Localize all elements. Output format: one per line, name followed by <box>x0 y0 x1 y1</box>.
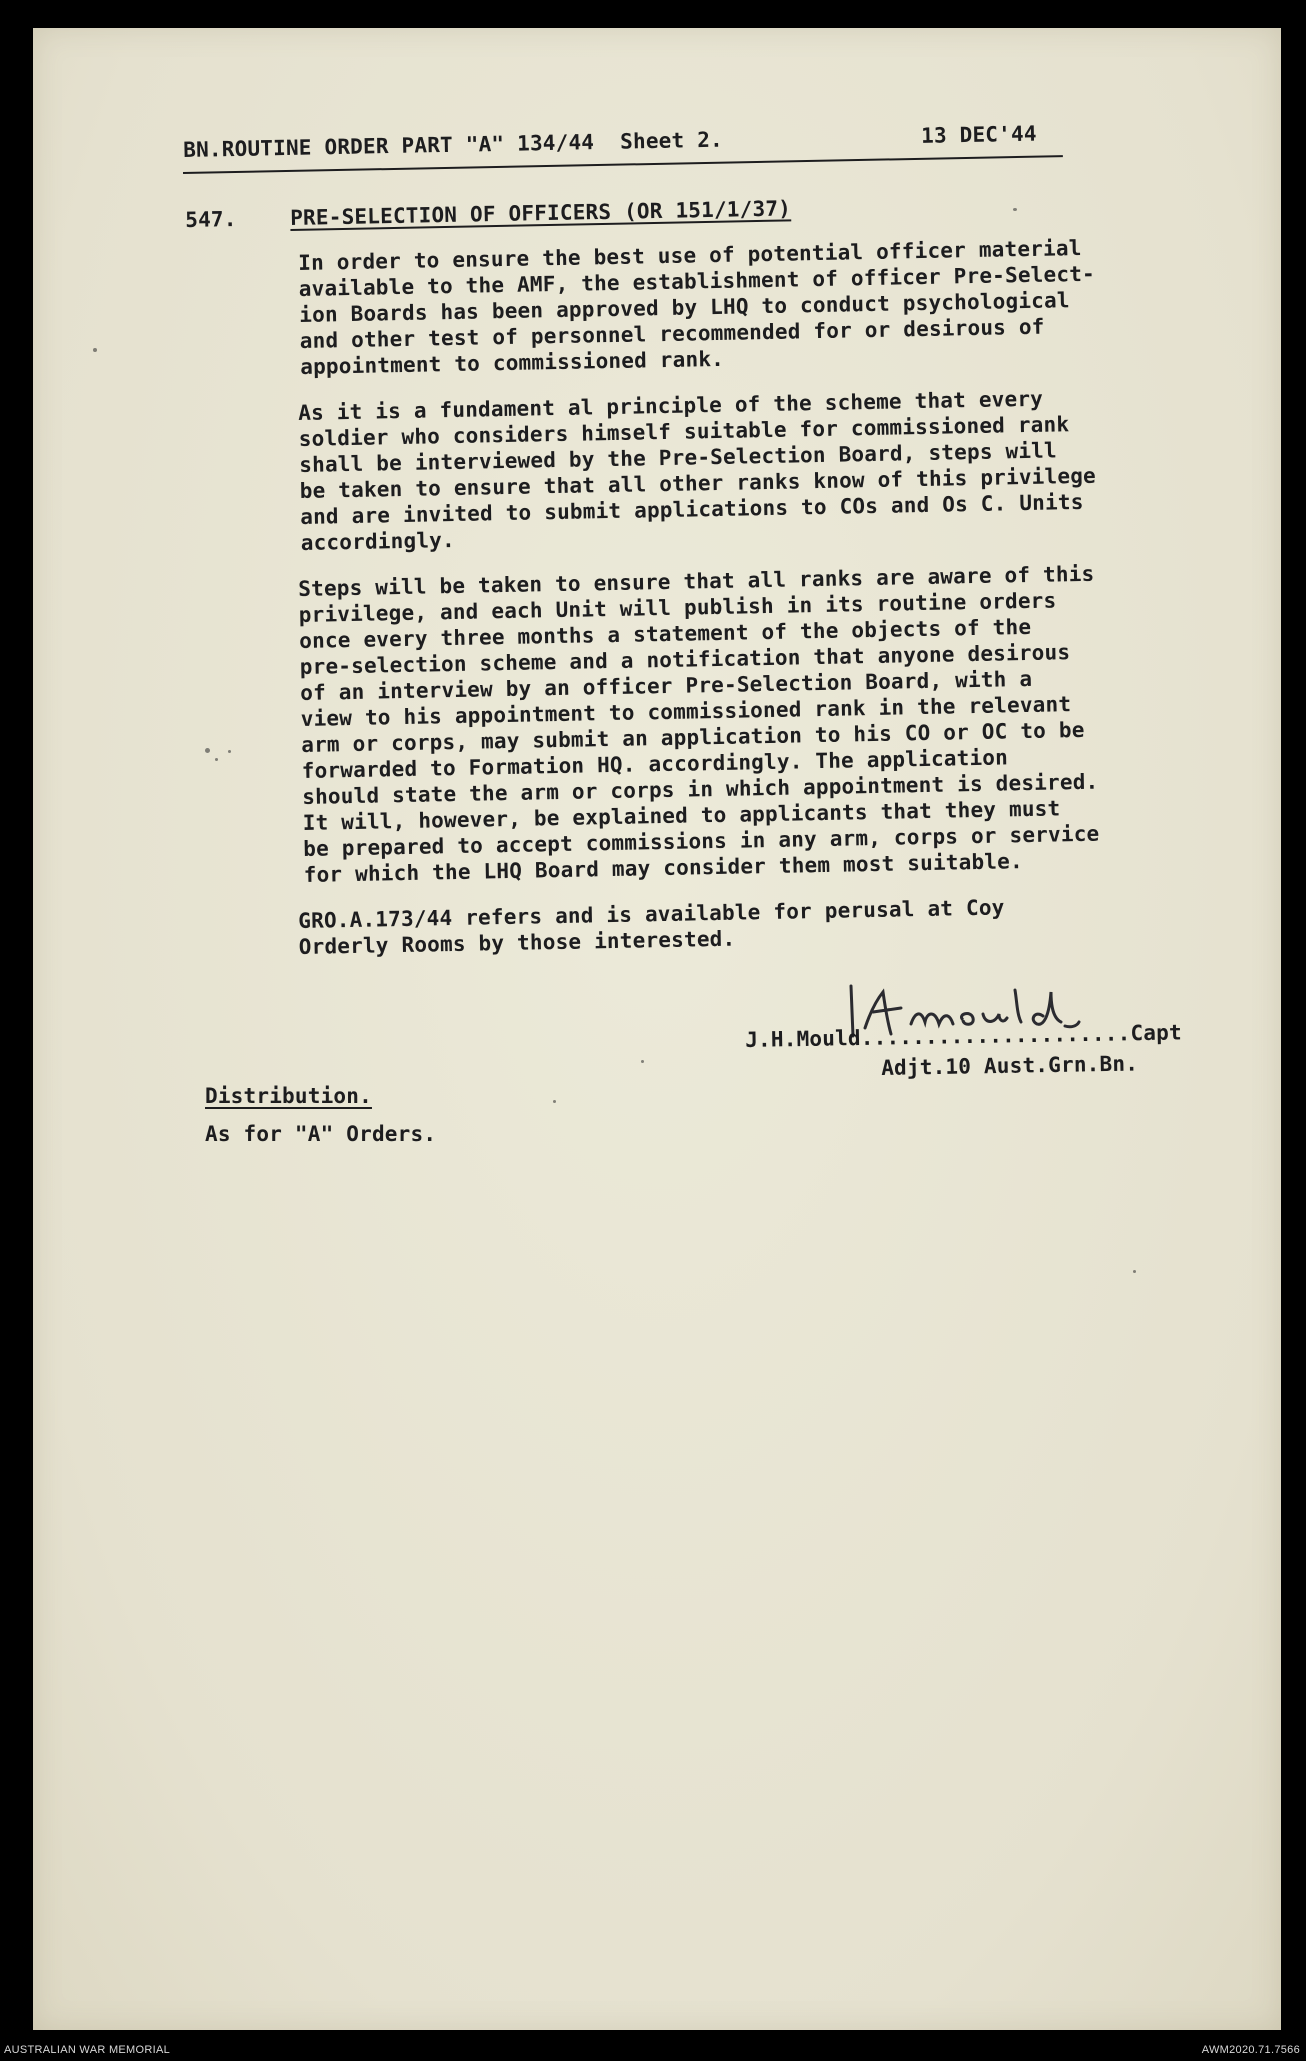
distribution-text: As for "A" Orders. <box>205 1122 437 1146</box>
section-title: PRE-SELECTION OF OFFICERS (OR 151/1/37) <box>289 196 792 230</box>
order-date: 13 DEC'44 <box>920 121 1037 148</box>
archive-reference: AWM2020.71.7566 <box>1201 2044 1300 2056</box>
document-page <box>33 28 1281 2030</box>
ink-speck <box>553 1100 556 1103</box>
distribution-heading: Distribution. <box>205 1084 372 1108</box>
paragraph: In order to ensure the best use of potential officer material available to the AMF, the establishment of officer Pre-Select- ion Boards has been approved by LHQ to conduct psychological and other test of personnel recommended for or desirous of appointment to commissioned rank. <box>298 235 1096 379</box>
ink-speck <box>93 348 97 352</box>
ink-speck <box>228 750 231 753</box>
archive-credit: AUSTRALIAN WAR MEMORIAL <box>4 2044 171 2056</box>
ink-speck <box>1013 208 1017 211</box>
paragraph: As it is a fundament al principle of the scheme that every soldier who considers himself suitable for commissioned rank shall be interviewed by the Pre-Selection Board, steps will be taken to ensure that all other ranks know of this privilege and are invited to submit applications to COs and Os C. Units accordingly. <box>298 386 1097 555</box>
order-header <box>183 121 1063 162</box>
paragraph: GRO.A.173/44 refers and is available for perusal at Coy Orderly Rooms by those interested. <box>298 895 1005 959</box>
signature-line: J.H.Mould.....................Capt <box>745 1020 1183 1052</box>
signatory-title: Adjt.10 Aust.Grn.Bn. <box>881 1051 1139 1080</box>
section-heading <box>185 195 885 232</box>
section-number: 547. <box>185 207 237 232</box>
ink-speck <box>1133 1270 1136 1273</box>
order-reference: BN.ROUTINE ORDER PART "A" 134/44 <box>183 130 595 162</box>
ink-speck <box>205 748 210 753</box>
ink-speck <box>641 1060 644 1063</box>
ink-speck <box>215 758 218 761</box>
paragraph: Steps will be taken to ensure that all ranks are aware of this privilege, and each Unit will publish in its routine orders once every three months a statement of the objects of the pre-selection scheme and a notification that anyone desirous of an interview by an officer Pre-Selection Board, with a view to his appointment to commissioned rank in the relevant arm or corps, may submit an application to his CO or OC to be forwarded to Formation HQ. accordingly. The application should state the arm or corps in which appointment is desired. It will, however, be explained to applicants that they must be prepared to accept commissions in any arm, corps or service for which the LHQ Board may consider them most suitable. <box>298 561 1100 887</box>
sheet-number: Sheet 2. <box>619 127 724 154</box>
